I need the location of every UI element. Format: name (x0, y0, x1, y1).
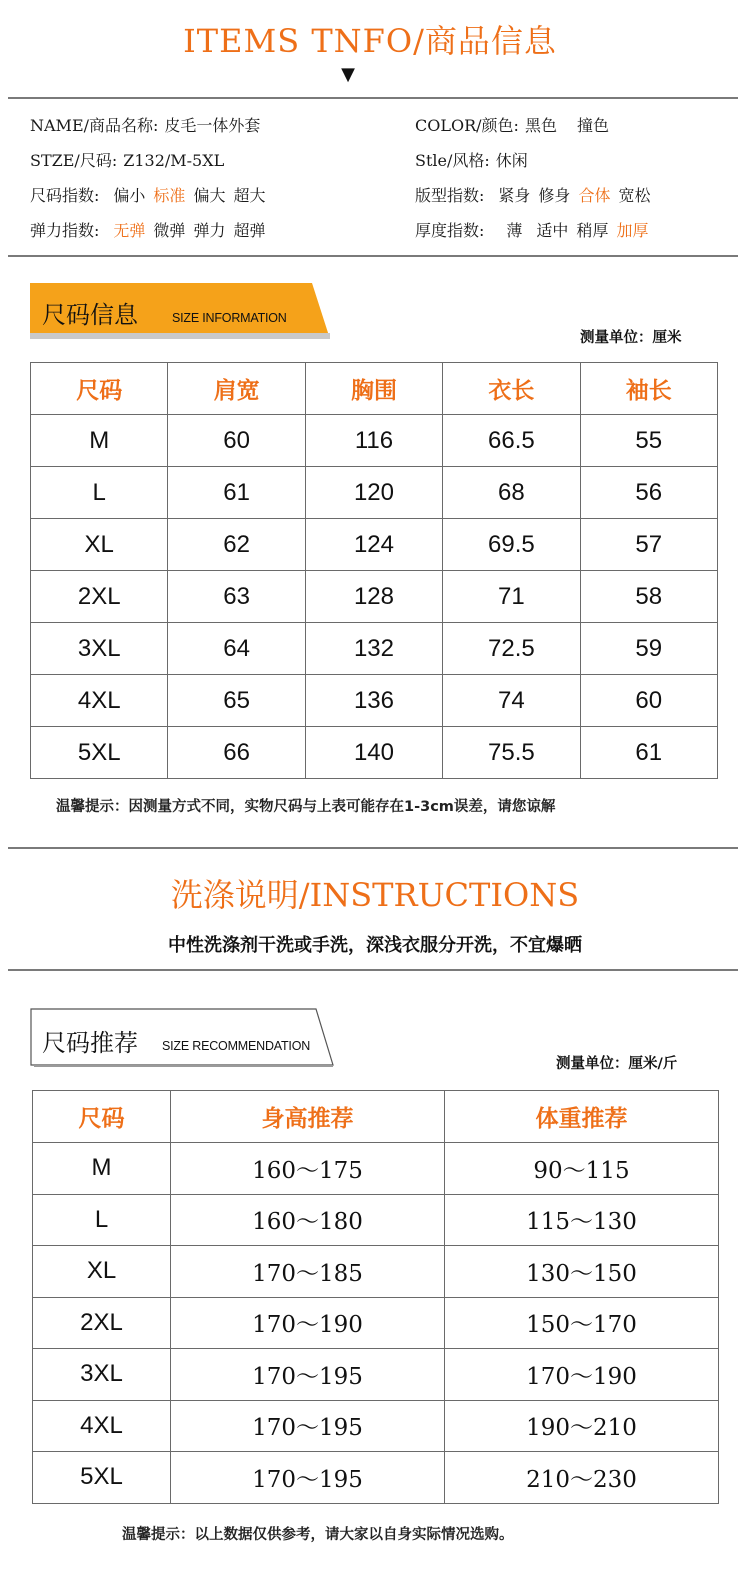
fit-index-label: 版型指数: (415, 186, 485, 205)
table-cell: L (33, 1194, 171, 1246)
table-cell: 140 (305, 727, 442, 779)
size-rec-banner-title: 尺码推荐 (42, 1029, 138, 1057)
size-row (30, 148, 232, 171)
size-index-label: 尺码指数: (30, 186, 100, 205)
table-cell: L (31, 467, 168, 519)
table-header-cell: 胸围 (305, 363, 442, 415)
fit-index-option: 修身 (538, 186, 571, 205)
size-index-option-selected: 标准 (153, 186, 186, 205)
elastic-index-option-selected: 无弹 (113, 221, 146, 240)
table-header-cell: 身高推荐 (171, 1091, 445, 1143)
table-row (31, 623, 718, 675)
table-header-row (31, 363, 718, 415)
table-row (33, 1400, 719, 1452)
table-cell: 55 (580, 415, 717, 467)
washing-title: 洗涤说明/INSTRUCTIONS (170, 876, 580, 914)
table-cell: 74 (443, 675, 580, 727)
table-cell: 170～195 (171, 1400, 445, 1452)
table-cell: 150～170 (445, 1297, 719, 1349)
table-cell: 190～210 (445, 1400, 719, 1452)
table-row (31, 727, 718, 779)
table-cell: 71 (443, 571, 580, 623)
table-row (31, 571, 718, 623)
table-cell: 5XL (33, 1452, 171, 1504)
size-rec-note: 温馨提示：以上数据仅供参考，请大家以自身实际情况选购。 (122, 1527, 514, 1543)
divider (8, 255, 738, 257)
table-cell: 58 (580, 571, 717, 623)
table-row (31, 467, 718, 519)
elastic-index-option: 弹力 (193, 221, 226, 240)
size-index-option: 偏小 (113, 186, 146, 205)
table-row (33, 1452, 719, 1504)
thickness-index-option-selected: 加厚 (616, 221, 649, 240)
table-header-row (33, 1091, 719, 1143)
table-cell: 68 (443, 467, 580, 519)
table-header-cell: 肩宽 (168, 363, 305, 415)
table-row (33, 1246, 719, 1298)
divider (8, 847, 738, 849)
table-row (31, 675, 718, 727)
table-cell: 170～185 (171, 1246, 445, 1298)
table-cell: 4XL (31, 675, 168, 727)
table-cell: XL (31, 519, 168, 571)
table-cell: 90～115 (445, 1143, 719, 1195)
table-cell: 130～150 (445, 1246, 719, 1298)
table-cell: 64 (168, 623, 305, 675)
thickness-index-option: 适中 (536, 221, 569, 240)
table-cell: 63 (168, 571, 305, 623)
size-index-option: 偏大 (193, 186, 226, 205)
fit-index-option: 紧身 (498, 186, 531, 205)
style-value: 休闲 (495, 151, 528, 170)
product-name-value: 皮毛一体外套 (164, 116, 261, 135)
table-cell: 160～175 (171, 1143, 445, 1195)
table-cell: 66.5 (443, 415, 580, 467)
table-row (33, 1143, 719, 1195)
size-index-option: 超大 (233, 186, 266, 205)
size-info-note: 温馨提示：因测量方式不同，实物尺码与上表可能存在1-3cm误差，请您谅解 (56, 799, 556, 815)
table-cell: 60 (580, 675, 717, 727)
color-value: 撞色 (576, 116, 609, 135)
size-index-row (30, 183, 273, 206)
table-cell: 115～130 (445, 1194, 719, 1246)
table-cell: 66 (168, 727, 305, 779)
table-cell: 75.5 (443, 727, 580, 779)
table-cell: 170～190 (445, 1349, 719, 1401)
elastic-index-option: 微弹 (153, 221, 186, 240)
table-header-cell: 衣长 (443, 363, 580, 415)
table-row (33, 1297, 719, 1349)
table-row (31, 415, 718, 467)
color-value: 黑色 (524, 116, 557, 135)
style-row (415, 148, 536, 171)
table-cell: 170～190 (171, 1297, 445, 1349)
size-rec-unit: 测量单位：厘米/斤 (556, 1056, 678, 1072)
fit-index-row (415, 183, 658, 206)
size-info-banner-title: 尺码信息 (42, 301, 138, 329)
size-table (30, 362, 718, 779)
table-header-cell: 尺码 (33, 1091, 171, 1143)
table-cell: 61 (168, 467, 305, 519)
table-cell: 120 (305, 467, 442, 519)
table-cell: 65 (168, 675, 305, 727)
table-row (33, 1349, 719, 1401)
table-cell: 210～230 (445, 1452, 719, 1504)
items-info-title: ITEMS TNFO/商品信息 (183, 22, 557, 60)
table-cell: 170～195 (171, 1452, 445, 1504)
table-cell: 59 (580, 623, 717, 675)
divider (8, 969, 738, 971)
fit-index-option: 宽松 (618, 186, 651, 205)
table-cell: 69.5 (443, 519, 580, 571)
table-cell: 60 (168, 415, 305, 467)
thickness-index-option: 稍厚 (576, 221, 609, 240)
table-header-cell: 体重推荐 (445, 1091, 719, 1143)
size-info-unit: 测量单位：厘米 (580, 330, 682, 346)
table-cell: 116 (305, 415, 442, 467)
table-cell: 56 (580, 467, 717, 519)
table-row (31, 519, 718, 571)
table-cell: 124 (305, 519, 442, 571)
size-label: STZE/尺码: (30, 151, 118, 170)
product-name-label: NAME/商品名称: (30, 116, 159, 135)
style-label: Stle/风格: (415, 151, 490, 170)
divider (8, 97, 738, 99)
table-cell: 2XL (33, 1297, 171, 1349)
table-cell: M (31, 415, 168, 467)
table-cell: 170～195 (171, 1349, 445, 1401)
table-cell: 5XL (31, 727, 168, 779)
size-recommendation-table (32, 1090, 719, 1504)
down-arrow-icon: ▼ (341, 64, 355, 85)
table-cell: 2XL (31, 571, 168, 623)
table-cell: 72.5 (443, 623, 580, 675)
table-header-cell: 袖长 (580, 363, 717, 415)
size-rec-banner-subtitle: SIZE RECOMMENDATION (162, 1039, 311, 1053)
table-cell: 57 (580, 519, 717, 571)
table-cell: 160～180 (171, 1194, 445, 1246)
table-cell: 62 (168, 519, 305, 571)
table-cell: M (33, 1143, 171, 1195)
table-cell: 136 (305, 675, 442, 727)
color-row (415, 113, 617, 136)
table-row (33, 1194, 719, 1246)
table-cell: 128 (305, 571, 442, 623)
washing-text: 中性洗涤剂干洗或手洗，深浅衣服分开洗，不宜爆晒 (168, 935, 582, 956)
thickness-index-label: 厚度指数: (415, 221, 485, 240)
table-cell: 132 (305, 623, 442, 675)
product-name-row (30, 113, 268, 136)
table-cell: XL (33, 1246, 171, 1298)
size-rec-banner (30, 1008, 330, 1064)
elastic-index-option: 超弹 (233, 221, 266, 240)
fit-index-option-selected: 合体 (578, 186, 611, 205)
table-cell: 61 (580, 727, 717, 779)
size-info-banner (30, 283, 330, 339)
table-cell: 4XL (33, 1400, 171, 1452)
size-info-banner-subtitle: SIZE INFORMATION (172, 311, 287, 325)
table-cell: 3XL (33, 1349, 171, 1401)
table-header-cell: 尺码 (31, 363, 168, 415)
thickness-index-row (415, 218, 656, 241)
color-label: COLOR/颜色: (415, 116, 519, 135)
elastic-index-label: 弹力指数: (30, 221, 100, 240)
elastic-index-row (30, 218, 273, 241)
thickness-index-option: 薄 (506, 221, 523, 240)
size-value: Z132/M-5XL (123, 151, 225, 170)
table-cell: 3XL (31, 623, 168, 675)
